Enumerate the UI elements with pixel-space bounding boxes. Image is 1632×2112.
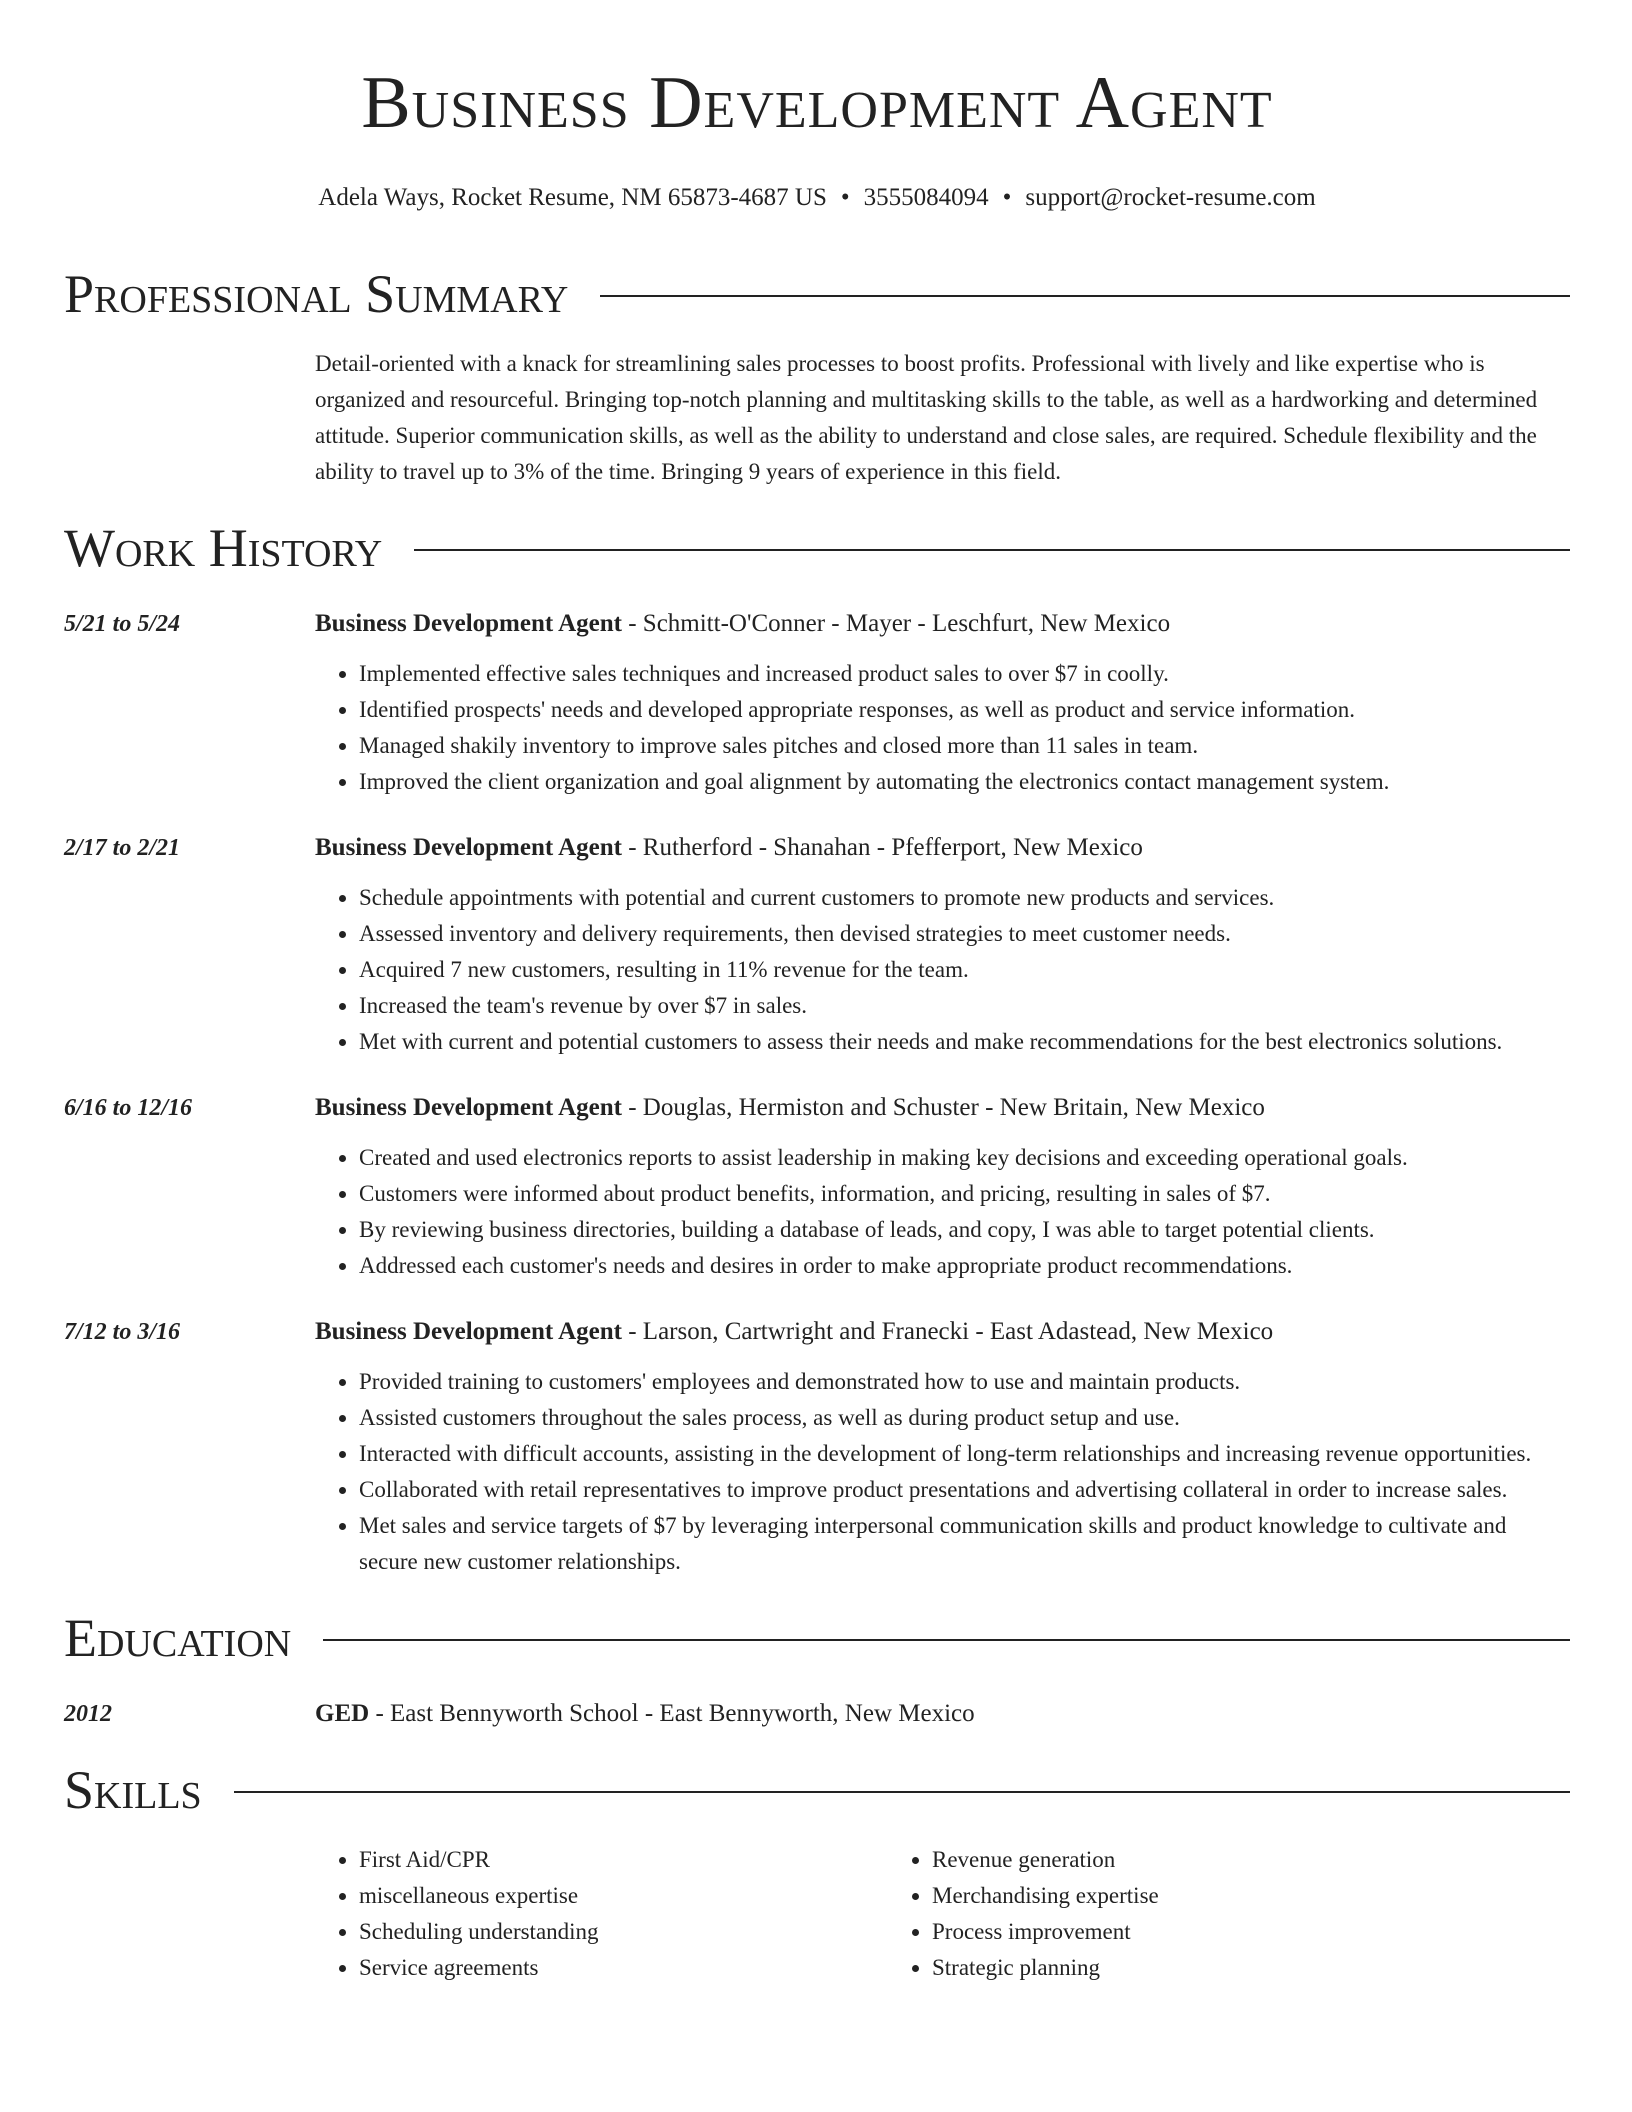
job-bullet: • Acquired 7 new customers, resulting in 11% revenue for the team. — [359, 952, 1570, 988]
contact-separator: • — [840, 184, 850, 211]
contact-line — [64, 182, 1570, 214]
job-heading — [315, 606, 1570, 642]
job-title: Business Development Agent — [315, 1318, 622, 1345]
job-bullet: • Assisted customers throughout the sales process, as well as during product setup and use. — [359, 1400, 1570, 1436]
contact-phone: 3555084094 — [863, 184, 989, 211]
contact-email: support@rocket-resume.com — [1025, 184, 1316, 211]
job-employer: - Larson, Cartwright and Franecki - East Adastead, New Mexico — [621, 1318, 1274, 1345]
job-bullet: • Identified prospects' needs and developed appropriate responses, as well as product and service information. — [359, 692, 1570, 728]
job-entry — [64, 1090, 1570, 1284]
job-employer: - Schmitt-O'Conner - Mayer - Leschfurt, New Mexico — [621, 610, 1171, 637]
summary-text: Detail-oriented with a knack for streamlining sales processes to boost profits. Professional with lively and like expertise who is organized and resourceful. Bringing top-notch planning and multitasking skills to the table, as well as a hardworking and determined attitude. Superior communication skills, as well as the ability to understand and close sales, are required. Schedule flexibility and the ability to travel up to 3% of the time. Bringing 9 years of experience in this field. — [315, 351, 1538, 484]
job-title: Business Development Agent — [315, 834, 622, 861]
education-line — [315, 1696, 1570, 1732]
job-bullet: • Met sales and service targets of $7 by leveraging interpersonal communication skills and product knowledge to cultivate and secure new customer relationships. — [359, 1508, 1570, 1580]
job-title: Business Development Agent — [315, 610, 622, 637]
job-dates: 6/16 to 12/16 — [64, 1095, 193, 1121]
job-body — [315, 1314, 1570, 1580]
work-heading: Work History — [64, 518, 383, 578]
job-bullet: • Increased the team's revenue by over $7 in sales. — [359, 988, 1570, 1024]
job-bullet: • By reviewing business directories, building a database of leads, and copy, I was able to target potential clients. — [359, 1212, 1570, 1248]
job-dates: 7/12 to 3/16 — [64, 1319, 181, 1345]
section-divider — [234, 1791, 1570, 1793]
job-body — [315, 830, 1570, 1060]
summary-heading: Professional Summary — [64, 264, 569, 324]
education-heading: Education — [64, 1608, 292, 1668]
skill-item: • Revenue generation — [932, 1842, 1461, 1878]
job-bullet: • Addressed each customer's needs and desires in order to make appropriate product recommendations. — [359, 1248, 1570, 1284]
skill-item: • Service agreements — [359, 1950, 888, 1986]
job-dates: 5/21 to 5/24 — [64, 611, 181, 637]
job-bullet: • Implemented effective sales techniques and increased product sales to over $7 in coolly. — [359, 656, 1570, 692]
skill-item: • Strategic planning — [932, 1950, 1461, 1986]
skill-item: • miscellaneous expertise — [359, 1878, 888, 1914]
skill-item: • Merchandising expertise — [932, 1878, 1461, 1914]
skills-list-left — [315, 1842, 888, 1986]
skill-item: • Process improvement — [932, 1914, 1461, 1950]
job-bullet: • Provided training to customers' employees and demonstrated how to use and maintain products. — [359, 1364, 1570, 1400]
contact-address: Adela Ways, Rocket Resume, NM 65873-4687 US — [318, 184, 827, 211]
skill-item: • Scheduling understanding — [359, 1914, 888, 1950]
job-heading — [315, 1090, 1570, 1126]
job-employer: - Rutherford - Shanahan - Pfefferport, New Mexico — [621, 834, 1143, 861]
job-bullet: • Created and used electronics reports to assist leadership in making key decisions and exceeding operational goals. — [359, 1140, 1570, 1176]
document-title: Business Development Agent — [361, 62, 1273, 144]
job-bullets — [315, 656, 1570, 800]
resume-page — [64, 0, 1570, 1986]
job-entry — [64, 1314, 1570, 1580]
summary-section-header — [64, 262, 1570, 326]
job-body — [315, 606, 1570, 800]
education-year: 2012 — [64, 1701, 112, 1727]
job-dates: 2/17 to 2/21 — [64, 835, 181, 861]
education-body — [315, 1696, 1570, 1732]
job-bullet: • Schedule appointments with potential and current customers to promote new products and services. — [359, 880, 1570, 916]
section-divider — [323, 1639, 1570, 1641]
job-bullet: • Met with current and potential customers to assess their needs and make recommendations for the best electronics solutions. — [359, 1024, 1570, 1060]
skill-item: • First Aid/CPR — [359, 1842, 888, 1878]
job-title: Business Development Agent — [315, 1094, 622, 1121]
education-school: - East Bennyworth School - East Bennyworth, New Mexico — [369, 1700, 975, 1727]
job-entry — [64, 830, 1570, 1060]
education-entry — [64, 1696, 1570, 1732]
contact-separator: • — [1002, 184, 1012, 211]
education-section-header — [64, 1606, 1570, 1670]
skills-section-header — [64, 1758, 1570, 1822]
skills-columns — [315, 1842, 1570, 1986]
job-heading — [315, 830, 1570, 866]
job-bullets — [315, 1364, 1570, 1580]
work-section-header — [64, 516, 1570, 580]
section-divider — [414, 549, 1570, 551]
job-bullet: • Assessed inventory and delivery requirements, then devised strategies to meet customer needs. — [359, 916, 1570, 952]
section-divider — [600, 295, 1570, 297]
job-employer: - Douglas, Hermiston and Schuster - New Britain, New Mexico — [621, 1094, 1265, 1121]
skills-list-right — [888, 1842, 1461, 1986]
job-bullets — [315, 1140, 1570, 1284]
education-degree: GED — [315, 1700, 370, 1727]
job-bullet: • Collaborated with retail representatives to improve product presentations and advertising collateral in order to increase sales. — [359, 1472, 1570, 1508]
job-body — [315, 1090, 1570, 1284]
job-bullet: • Managed shakily inventory to improve sales pitches and closed more than 11 sales in team. — [359, 728, 1570, 764]
job-heading — [315, 1314, 1570, 1350]
skills-heading: Skills — [64, 1760, 202, 1820]
job-entry — [64, 606, 1570, 800]
job-bullets — [315, 880, 1570, 1060]
job-bullet: • Improved the client organization and goal alignment by automating the electronics contact management system. — [359, 764, 1570, 800]
job-bullet: • Interacted with difficult accounts, assisting in the development of long-term relationships and increasing revenue opportunities. — [359, 1436, 1570, 1472]
job-bullet: • Customers were informed about product benefits, information, and pricing, resulting in sales of $7. — [359, 1176, 1570, 1212]
